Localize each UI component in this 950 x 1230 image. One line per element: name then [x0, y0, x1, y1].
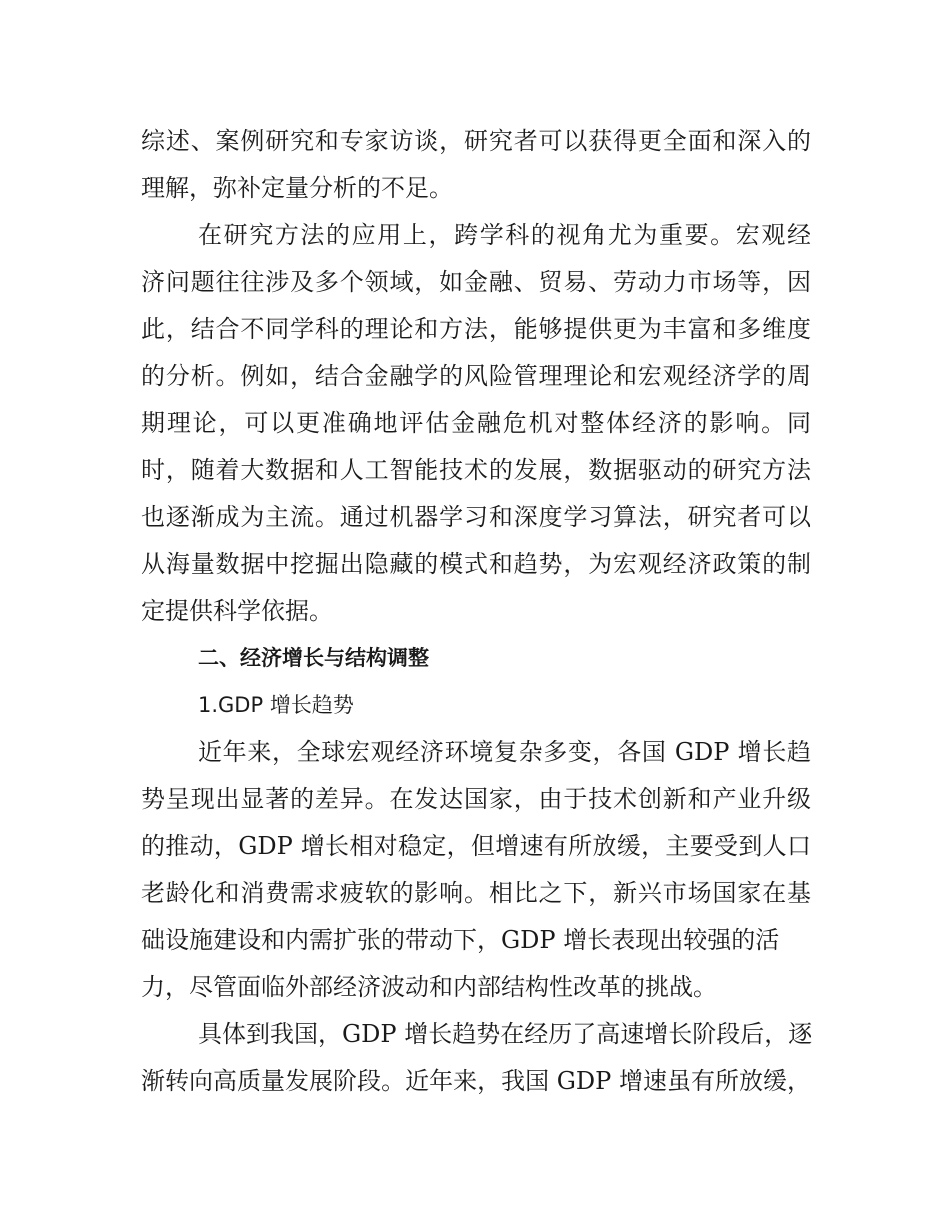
text-line: 此，结合不同学科的理论和方法，能够提供更为丰富和多维度	[141, 315, 811, 343]
text-line: 具体到我国，GDP 增长趋势在经历了高速增长阶段后，逐	[198, 1020, 813, 1048]
text-line: 从海量数据中挖掘出隐藏的模式和趋势，为宏观经济政策的制	[141, 550, 811, 578]
text-line: 也逐渐成为主流。通过机器学习和深度学习算法，研究者可以	[141, 503, 811, 531]
text-line: 力，尽管面临外部经济波动和内部结构性改革的挑战。	[141, 973, 717, 1001]
text-line: 的推动，GDP 增长相对稳定，但增速有所放缓，主要受到人口	[141, 832, 811, 860]
text-line: 渐转向高质量发展阶段。近年来，我国 GDP 增速虽有所放缓，	[141, 1067, 811, 1095]
text-line: 础设施建设和内需扩张的带动下，GDP 增长表现出较强的活	[141, 926, 780, 954]
text-line: 近年来，全球宏观经济环境复杂多变，各国 GDP 增长趋	[198, 738, 811, 766]
paragraph-interdisciplinary	[141, 212, 811, 635]
section-heading: 二、经济增长与结构调整	[198, 646, 429, 670]
text-line: 期理论，可以更准确地评估金融危机对整体经济的影响。同	[141, 409, 811, 437]
paragraph-gdp-global	[141, 729, 811, 1011]
text-line: 理解，弥补定量分析的不足。	[141, 174, 453, 202]
subsection-heading: 1.GDP 增长趋势	[198, 693, 354, 717]
text-line: 的分析。例如，结合金融学的风险管理理论和宏观经济学的周	[141, 362, 811, 390]
text-line: 老龄化和消费需求疲软的影响。相比之下，新兴市场国家在基	[141, 879, 811, 907]
text-line: 综述、案例研究和专家访谈，研究者可以获得更全面和深入的	[141, 127, 811, 155]
text-line: 时，随着大数据和人工智能技术的发展，数据驱动的研究方法	[141, 456, 811, 484]
document-body	[141, 118, 811, 1105]
text-line: 济问题往往涉及多个领域，如金融、贸易、劳动力市场等，因	[141, 268, 811, 296]
text-line: 势呈现出显著的差异。在发达国家，由于技术创新和产业升级	[141, 785, 811, 813]
text-line: 在研究方法的应用上，跨学科的视角尤为重要。宏观经	[198, 221, 811, 249]
paragraph-gdp-china	[141, 1011, 811, 1105]
paragraph-methods-continuation	[141, 118, 811, 212]
text-line: 定提供科学依据。	[141, 597, 333, 625]
